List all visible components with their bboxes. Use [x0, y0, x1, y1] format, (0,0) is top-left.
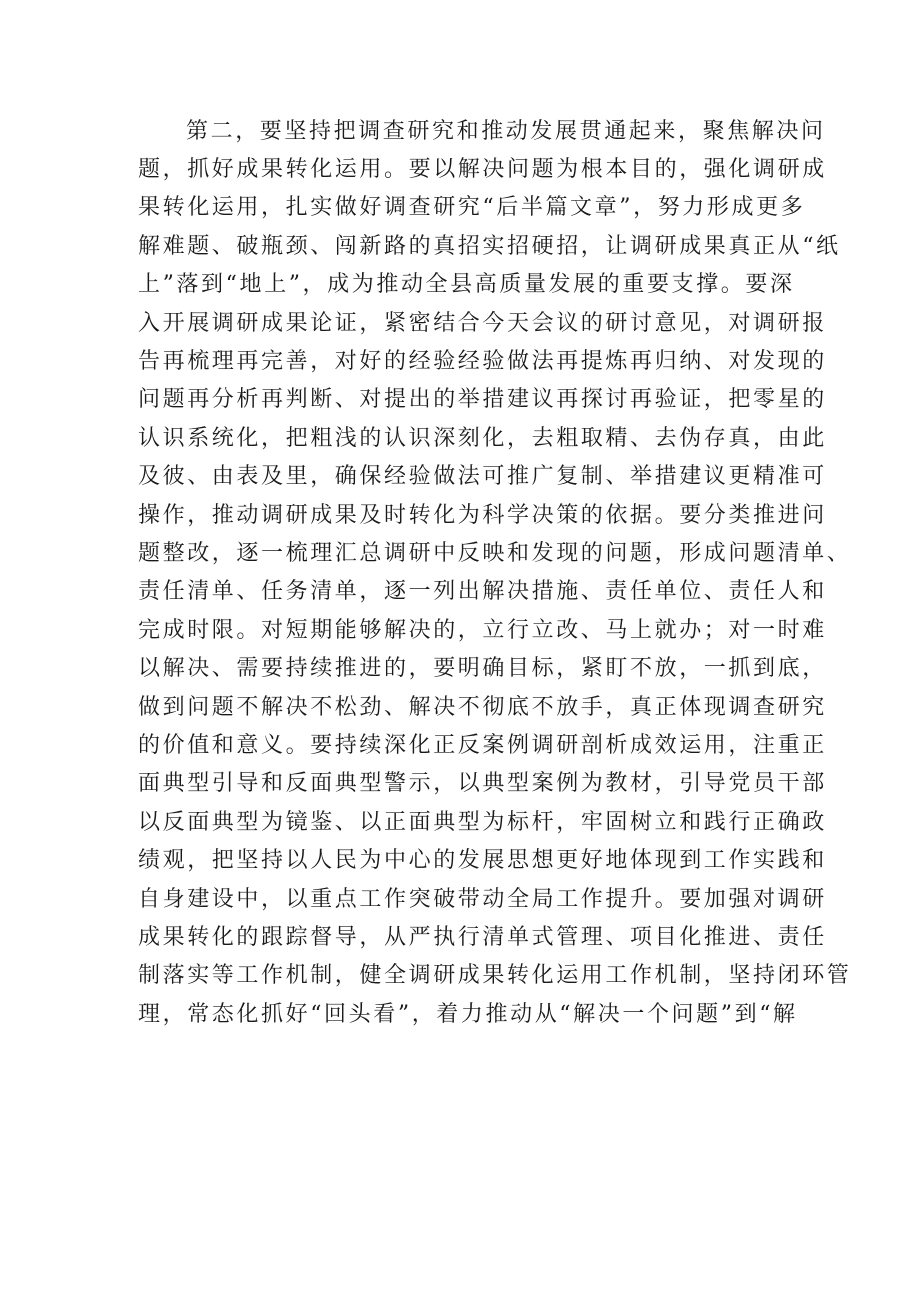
paragraph-line: 及彼、由表及里，确保经验做法可推广复制、举措建议更精准可: [138, 464, 827, 489]
paragraph-line: 题整改，逐一梳理汇总调研中反映和发现的问题，形成问题清单、: [138, 541, 852, 566]
paragraph-line: 以解决、需要持续推进的，要明确目标，紧盯不放，一抓到底，: [138, 656, 827, 681]
paragraph-line: 告再梳理再完善，对好的经验经验做法再提炼再归纳、对发现的: [138, 349, 827, 374]
paragraph-line: 做到问题不解决不松劲、解决不彻底不放手，真正体现调查研究: [138, 695, 827, 720]
paragraph-line: 理，常态化抓好“回头看”，着力推动从“解决一个问题”到“解: [138, 1002, 798, 1027]
paragraph-line: 面典型引导和反面典型警示，以典型案例为教材，引导党员干部: [138, 771, 827, 796]
paragraph-line: 责任清单、任务清单，逐一列出解决措施、责任单位、责任人和: [138, 579, 827, 604]
paragraph-line: 第二，要坚持把调查研究和推动发展贯通起来，聚焦解决问: [186, 119, 826, 144]
paragraph-line: 入开展调研成果论证，紧密结合今天会议的研讨意见，对调研报: [138, 311, 827, 336]
paragraph-line: 制落实等工作机制，健全调研成果转化运用工作机制，坚持闭环管: [138, 963, 852, 988]
paragraph-line: 的价值和意义。要持续深化正反案例调研剖析成效运用，注重正: [138, 733, 827, 758]
paragraph-line: 果转化运用，扎实做好调查研究“后半篇文章”，努力形成更多: [138, 195, 806, 220]
paragraph-line: 操作，推动调研成果及时转化为科学决策的依据。要分类推进问: [138, 503, 827, 528]
paragraph-line: 题，抓好成果转化运用。要以解决问题为根本目的，强化调研成: [138, 157, 827, 182]
paragraph-line: 认识系统化，把粗浅的认识深刻化，去粗取精、去伪存真，由此: [138, 426, 827, 451]
paragraph-line: 以反面典型为镜鉴、以正面典型为标杆，牢固树立和践行正确政: [138, 810, 827, 835]
paragraph-line: 成果转化的跟踪督导，从严执行清单式管理、项目化推进、责任: [138, 925, 827, 950]
paragraph-line: 完成时限。对短期能够解决的，立行立改、马上就办；对一时难: [138, 618, 827, 643]
paragraph-line: 问题再分析再判断、对提出的举措建议再探讨再验证，把零星的: [138, 387, 827, 412]
paragraph-line: 自身建设中，以重点工作突破带动全局工作提升。要加强对调研: [138, 887, 827, 912]
paragraph-line: 上”落到“地上”，成为推动全县高质量发展的重要支撑。要深: [138, 272, 795, 297]
paragraph-line: 绩观，把坚持以人民为中心的发展思想更好地体现到工作实践和: [138, 848, 827, 873]
paragraph-line: 解难题、破瓶颈、闯新路的真招实招硬招，让调研成果真正从“纸: [138, 234, 841, 259]
